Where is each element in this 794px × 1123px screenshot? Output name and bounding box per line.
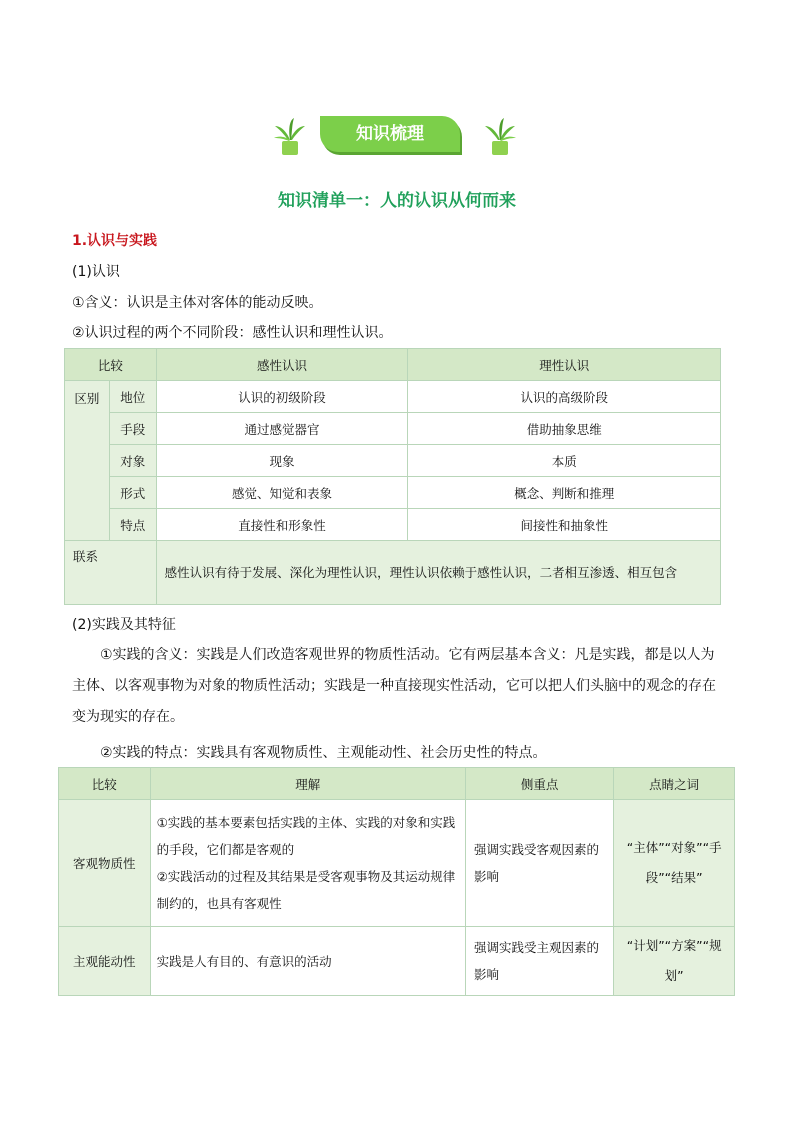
heading-1: 1.认识与实践 [72, 233, 158, 249]
table-row [65, 509, 721, 541]
perceptual-cell: 通过感觉器官 [156, 413, 408, 445]
focus-cell: 强调实践受客观因素的影响 [466, 800, 614, 927]
table-row [65, 541, 721, 605]
rational-cell: 认识的高级阶段 [408, 381, 721, 413]
rational-cell: 概念、判断和推理 [408, 477, 721, 509]
feature-name-cell: 主观能动性 [59, 927, 151, 996]
banner-title: 知识梳理 [320, 116, 460, 152]
rational-cell: 本质 [408, 445, 721, 477]
perceptual-cell: 感觉、知觉和表象 [156, 477, 408, 509]
aspect-cell: 特点 [109, 509, 156, 541]
paragraph-definition: ①含义：认识是主体对客体的能动反映。 [72, 295, 323, 311]
rational-cell: 借助抽象思维 [408, 413, 721, 445]
subheading-2: (2)实践及其特征 [72, 617, 176, 633]
paragraph-practice-features: ②实践的特点：实践具有客观物质性、主观能动性、社会历史性的特点。 [100, 745, 547, 761]
link-label: 联系 [65, 541, 157, 605]
feature-name-cell: 客观物质性 [59, 800, 151, 927]
table-header-cell: 侧重点 [466, 768, 614, 800]
perceptual-cell: 认识的初级阶段 [156, 381, 408, 413]
aspect-cell: 地位 [109, 381, 156, 413]
table-row [65, 381, 721, 413]
focus-cell: 强调实践受主观因素的影响 [466, 927, 614, 996]
table-header-cell: 比较 [65, 349, 157, 381]
subheading-1: (1)认识 [72, 264, 120, 280]
understanding-point-1: ①实践的基本要素包括实践的主体、实践的对象和实践的手段，它们都是客观的 [156, 815, 456, 857]
table-header-cell: 点睛之词 [614, 768, 735, 800]
plant-icon [482, 116, 518, 156]
table-row [65, 477, 721, 509]
table-header-cell: 理解 [150, 768, 465, 800]
plant-icon [272, 116, 308, 156]
keywords-cell: “计划”“方案”“规划” [614, 927, 735, 996]
aspect-cell: 手段 [109, 413, 156, 445]
table-header-cell: 理性认识 [408, 349, 721, 381]
table-header-cell: 感性认识 [156, 349, 408, 381]
understanding-cell: 实践是人有目的、有意识的活动 [150, 927, 465, 996]
diff-label: 区别 [65, 381, 110, 541]
table-row [65, 413, 721, 445]
aspect-cell: 形式 [109, 477, 156, 509]
table-row [59, 800, 735, 927]
practice-features-table [58, 767, 735, 996]
aspect-cell: 对象 [109, 445, 156, 477]
perceptual-cell: 现象 [156, 445, 408, 477]
table-header-row [65, 349, 721, 381]
perceptual-cell: 直接性和形象性 [156, 509, 408, 541]
table-row [65, 445, 721, 477]
table-header-cell: 比较 [59, 768, 151, 800]
rational-cell: 间接性和抽象性 [408, 509, 721, 541]
understanding-point-2: ②实践活动的过程及其结果是受客观事物及其运动规律制约的，也具有客观性 [156, 869, 456, 911]
section-banner [0, 110, 794, 160]
table-header-row [59, 768, 735, 800]
section-title: 知识清单一：人的认识从何而来 [278, 191, 516, 211]
perception-comparison-table [64, 348, 721, 605]
keywords-cell: “主体”“对象”“手段”“结果” [614, 800, 735, 927]
paragraph-practice-definition: ①实践的含义：实践是人们改造客观世界的物质性活动。它有两层基本含义：凡是实践，都是以人为主体、以客观事物为对象的物质性活动；实践是一种直接现实性活动，它可以把人们头脑中的观念的存在变为现实的存在。 [72, 647, 716, 725]
link-text: 感性认识有待于发展、深化为理性认识，理性认识依赖于感性认识，二者相互渗透、相互包含 [156, 541, 720, 605]
table-row [59, 927, 735, 996]
understanding-cell [150, 800, 465, 927]
paragraph-stages: ②认识过程的两个不同阶段：感性认识和理性认识。 [72, 325, 393, 341]
